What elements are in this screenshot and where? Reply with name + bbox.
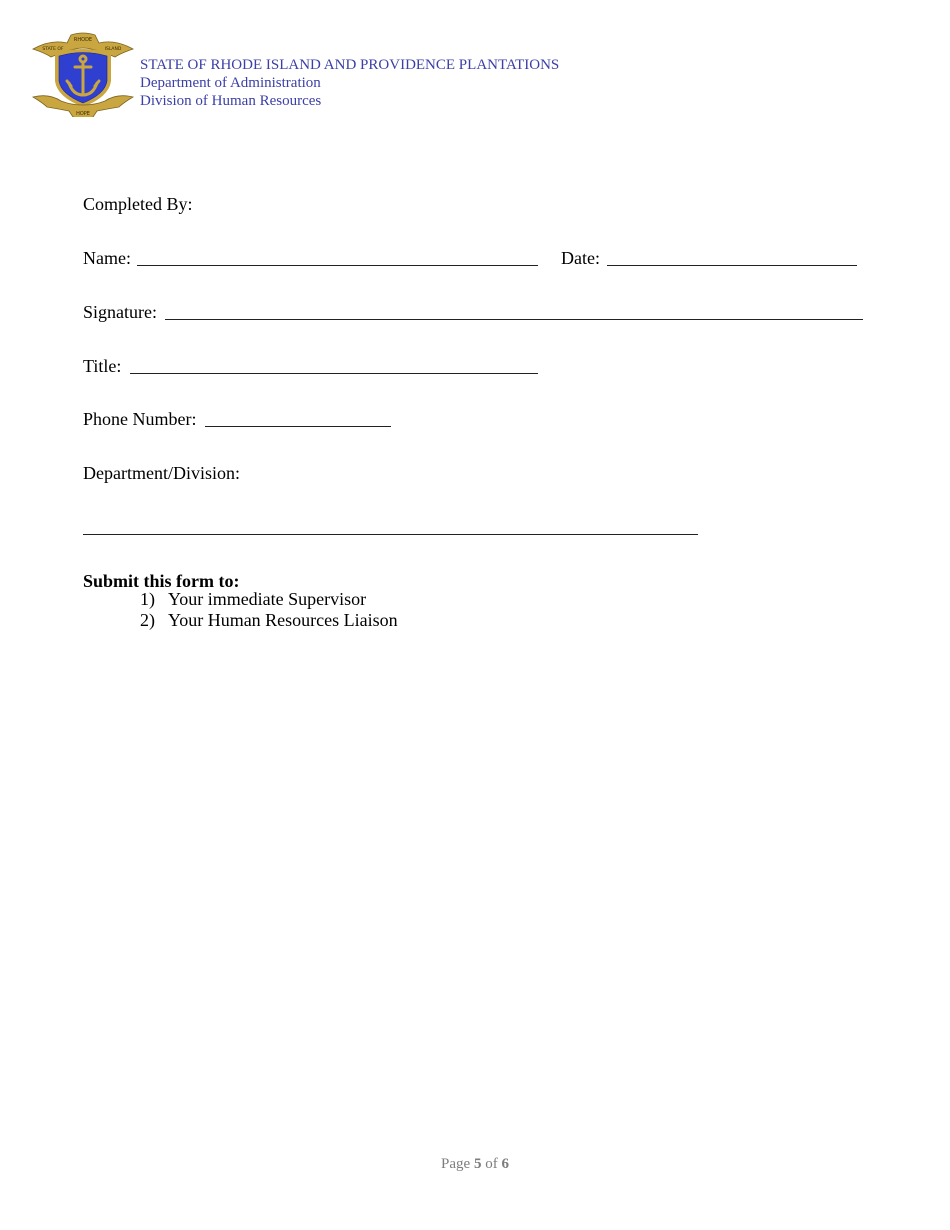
rhode-island-seal-logo bbox=[31, 31, 135, 117]
phone-number-field[interactable] bbox=[205, 426, 391, 427]
list-number: 2) bbox=[140, 610, 155, 630]
list-text: Your Human Resources Liaison bbox=[168, 610, 398, 630]
department-division-field[interactable] bbox=[83, 534, 698, 535]
title-field[interactable] bbox=[130, 373, 538, 374]
total-pages: 6 bbox=[501, 1156, 509, 1172]
signature-field[interactable] bbox=[165, 319, 863, 320]
letterhead-department: Department of Administration bbox=[140, 75, 321, 91]
signature-label: Signature: bbox=[83, 302, 157, 322]
list-number: 1) bbox=[140, 589, 155, 609]
department-division-label: Department/Division: bbox=[83, 463, 240, 483]
letterhead bbox=[140, 56, 559, 110]
submit-list-item bbox=[140, 588, 366, 610]
name-field[interactable] bbox=[137, 265, 538, 266]
letterhead-state-name: STATE OF RHODE ISLAND AND PROVIDENCE PLANTATIONS bbox=[140, 57, 560, 73]
svg-text:ISLAND: ISLAND bbox=[104, 47, 122, 52]
letterhead-division: Division of Human Resources bbox=[140, 93, 322, 109]
title-label: Title: bbox=[83, 356, 122, 376]
page-number-footer: Page 5 of 6 bbox=[441, 1156, 509, 1172]
current-page: 5 bbox=[473, 1156, 482, 1172]
name-label: Name: bbox=[83, 248, 131, 268]
submit-list-item bbox=[140, 609, 398, 631]
phone-number-label: Phone Number: bbox=[83, 409, 197, 429]
svg-text:STATE OF: STATE OF bbox=[42, 47, 64, 52]
date-field[interactable] bbox=[607, 265, 857, 266]
list-text: Your immediate Supervisor bbox=[168, 589, 367, 609]
completed-by-label: Completed By: bbox=[83, 194, 193, 214]
svg-text:HOPE: HOPE bbox=[76, 111, 90, 117]
date-label: Date: bbox=[561, 248, 600, 268]
svg-text:RHODE: RHODE bbox=[73, 37, 93, 43]
submit-instructions-heading: Submit this form to: bbox=[83, 571, 240, 591]
